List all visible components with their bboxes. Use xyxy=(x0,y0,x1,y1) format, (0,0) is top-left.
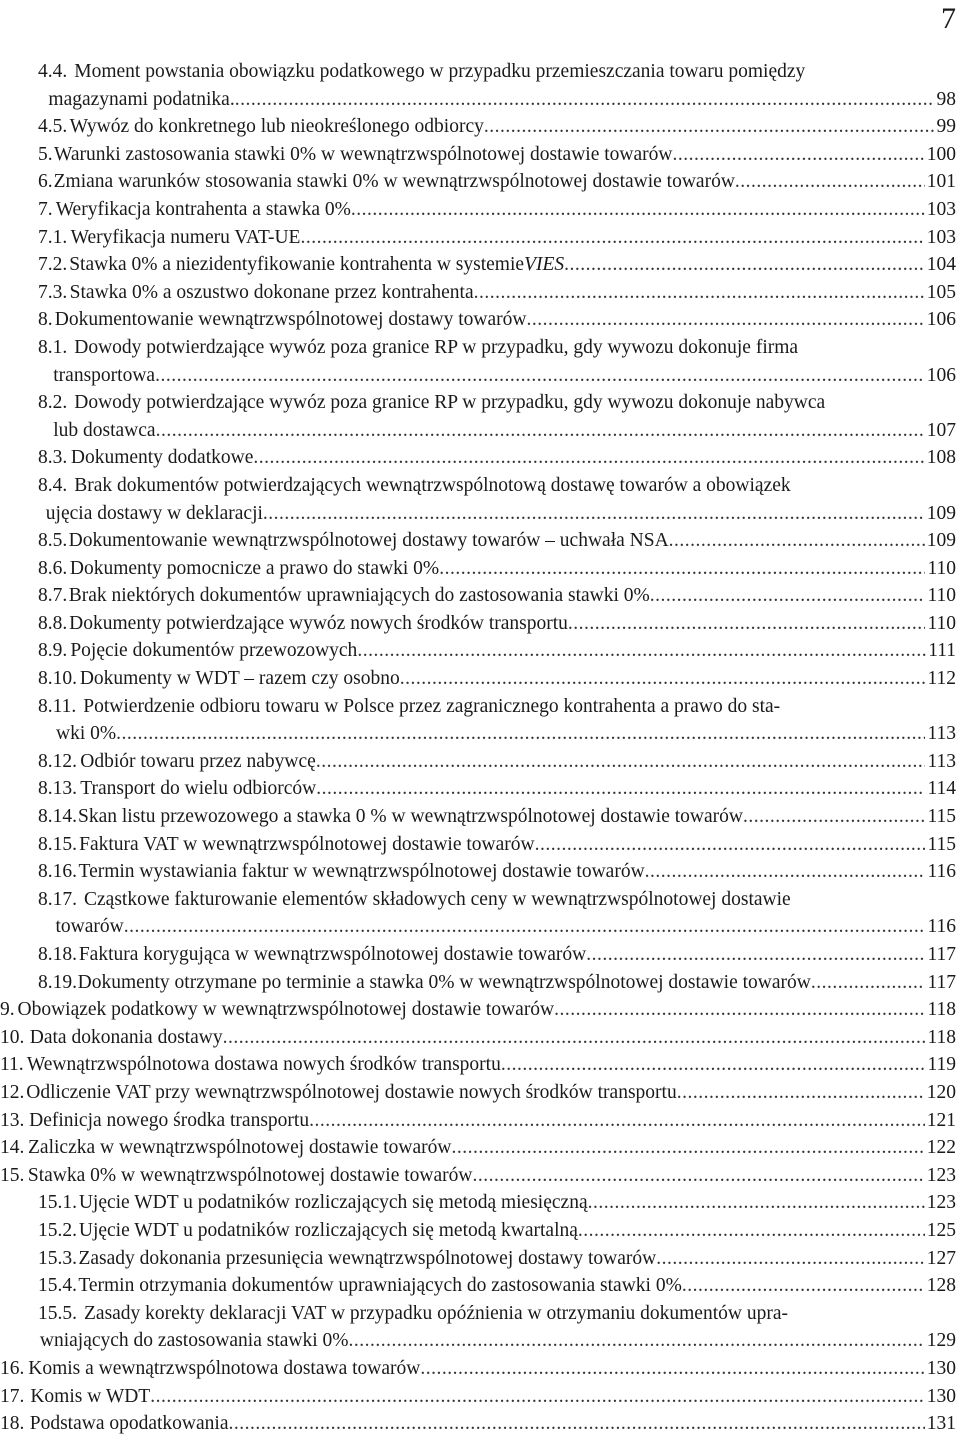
toc-page-number: 106 xyxy=(926,309,956,331)
dot-leader xyxy=(535,831,926,859)
dot-leader xyxy=(309,1107,925,1135)
toc-entry-e4-5 xyxy=(0,113,956,141)
toc-page-number: 116 xyxy=(927,916,956,938)
toc-title: wniających do zastosowania stawki 0% xyxy=(39,1330,349,1352)
dot-leader xyxy=(474,279,925,307)
toc-page-number: 101 xyxy=(926,171,956,193)
toc-entry-e15-3 xyxy=(0,1245,956,1273)
toc-number: 7. xyxy=(38,198,53,220)
toc-page-number: 117 xyxy=(927,971,956,993)
toc-entry-e15-5-line-1 xyxy=(0,1300,956,1328)
dot-leader xyxy=(229,1410,925,1438)
toc-page-number: 131 xyxy=(926,1413,956,1435)
toc-entry-e8-15 xyxy=(0,831,956,859)
toc-page-number: 130 xyxy=(926,1385,956,1407)
toc-entry-e18 xyxy=(0,1410,956,1438)
toc-title: magazynami podatnika. xyxy=(48,88,235,110)
toc-number: 7.1. xyxy=(38,226,68,248)
toc-page-number: 110 xyxy=(927,612,956,634)
toc-number: 18. xyxy=(0,1413,25,1435)
toc-number: 15.2. xyxy=(38,1219,77,1241)
toc-page-number: 112 xyxy=(927,668,956,690)
toc-title: Komis w WDT xyxy=(30,1385,151,1407)
dot-leader xyxy=(735,168,925,196)
toc-number: 8.7. xyxy=(38,585,68,607)
toc-entry-e8-2-line-1 xyxy=(0,389,956,417)
dot-leader xyxy=(672,141,924,169)
dot-leader xyxy=(451,1134,924,1162)
toc-page-number: 115 xyxy=(927,833,956,855)
toc-page-number: 118 xyxy=(927,1026,956,1048)
toc-number: 14. xyxy=(0,1137,25,1159)
toc-page-number: 125 xyxy=(926,1219,956,1241)
toc-title: Moment powstania obowiązku podatkowego w przypadku przemieszczania towaru pomiędzy xyxy=(74,61,806,82)
toc-page-number: 123 xyxy=(926,1192,956,1214)
toc-title: Potwierdzenie odbioru towaru w Polsce przez zagranicznego kontrahenta a prawo do sta- xyxy=(83,695,781,717)
toc-entry-e8-10 xyxy=(0,665,956,693)
toc-page-number: 119 xyxy=(927,1054,956,1076)
dot-leader xyxy=(253,444,924,472)
toc-entry-e8-19 xyxy=(0,969,956,997)
toc-title: Dowody potwierdzające wywóz poza granice RP w przypadku, gdy wywozu dokonuje nabywca xyxy=(74,392,826,414)
toc-title: Dokumenty pomocnicze a prawo do stawki 0% xyxy=(69,557,440,579)
toc-entry-e8-11-line-1 xyxy=(0,693,956,721)
toc-title: Dowody potwierdzające wywóz poza granice RP w przypadku, gdy wywozu dokonuje firma xyxy=(74,336,799,358)
dot-leader xyxy=(682,1272,925,1300)
toc-page-number: 115 xyxy=(927,806,956,828)
toc-number: 9. xyxy=(0,999,15,1021)
toc-title: Termin otrzymania dokumentów uprawniających do zastosowania stawki 0% xyxy=(78,1275,682,1297)
toc-number: 12. xyxy=(0,1081,25,1103)
toc-entry-e8-9 xyxy=(0,637,956,665)
toc-number: 8.4. xyxy=(38,474,68,496)
toc-page-number: 110 xyxy=(927,557,956,579)
dot-leader xyxy=(150,1383,925,1411)
toc-page-number: 120 xyxy=(926,1081,956,1103)
toc-number: 4.5. xyxy=(38,116,68,138)
toc-title: Odliczenie VAT przy wewnątrzwspólnotowej dostawie nowych środków transportu xyxy=(26,1081,677,1103)
dot-leader xyxy=(116,720,925,748)
toc-entry-e8-16 xyxy=(0,858,956,886)
toc-title: Data dokonania dostawy xyxy=(29,1026,223,1048)
toc-title: Stawka 0% a oszustwo dokonane przez kontrahenta xyxy=(69,281,474,303)
dot-leader xyxy=(554,996,925,1024)
toc-entry-e13 xyxy=(0,1107,956,1135)
dot-leader xyxy=(743,803,925,831)
toc-page-number: 109 xyxy=(926,530,956,552)
dot-leader xyxy=(669,527,925,555)
toc-entry-e9 xyxy=(0,996,956,1024)
toc-entry-e4-4-line-1 xyxy=(0,58,956,86)
toc-entry-e8-3 xyxy=(0,444,956,472)
toc-number: 7.3. xyxy=(38,281,68,303)
toc-number: 15.3. xyxy=(38,1247,77,1269)
toc-entry-e15 xyxy=(0,1162,956,1190)
dot-leader xyxy=(235,86,935,114)
toc-number: 8.13. xyxy=(38,778,77,800)
toc-page-number: 109 xyxy=(926,502,956,524)
toc-number: 8.9. xyxy=(38,640,68,662)
toc-number: 8.16. xyxy=(38,861,77,883)
toc-title: Weryfikacja numeru VAT-UE xyxy=(70,226,301,248)
toc-number: 7.2. xyxy=(38,254,68,276)
dot-leader xyxy=(155,362,925,390)
toc-entry-e8-6 xyxy=(0,555,956,583)
toc-page-number: 106 xyxy=(926,364,956,386)
toc-title: Faktura VAT w wewnątrzwspólnotowej dostawie towarów xyxy=(79,833,535,855)
toc-entry-e15-1 xyxy=(0,1189,956,1217)
dot-leader xyxy=(677,1079,925,1107)
toc-page-number: 116 xyxy=(927,861,956,883)
toc-number: 6. xyxy=(38,171,53,193)
dot-leader xyxy=(650,582,926,610)
toc-title: Brak dokumentów potwierdzających wewnątrzwspólnotową dostawę towarów a obowiązek xyxy=(74,474,791,496)
toc-number: 8.19. xyxy=(38,971,77,993)
toc-title: Dokumentowanie wewnątrzwspólnotowej dostawy towarów – uchwała NSA xyxy=(68,530,669,552)
toc-title: transportowa xyxy=(53,364,156,386)
toc-number: 16. xyxy=(0,1357,25,1379)
toc-title: wki 0% xyxy=(56,723,117,745)
toc-number: 8.10. xyxy=(38,668,77,690)
toc-page-number: 113 xyxy=(927,723,956,745)
dot-leader xyxy=(349,1327,925,1355)
dot-leader xyxy=(400,665,926,693)
toc-number: 15. xyxy=(0,1164,25,1186)
toc-title: Definicja nowego środka transportu xyxy=(29,1109,310,1131)
toc-page-number: 103 xyxy=(926,198,956,220)
toc-entry-e8 xyxy=(0,306,956,334)
toc-page-number: 108 xyxy=(926,447,956,469)
dot-leader xyxy=(586,941,925,969)
toc-entry-e15-5-line-2 xyxy=(0,1327,956,1355)
toc-entry-e4-4-line-2 xyxy=(0,86,956,114)
toc-entry-e10 xyxy=(0,1024,956,1052)
toc-title: Dokumentowanie wewnątrzwspólnotowej dostawy towarów xyxy=(54,309,527,331)
toc-page-number: 110 xyxy=(927,585,956,607)
toc-title: Zmiana warunków stosowania stawki 0% w wewnątrzwspólnotowej dostawie towarów xyxy=(53,171,735,193)
toc-title: Komis a wewnątrzwspólnotowa dostawa towarów xyxy=(28,1357,421,1379)
toc-number: 15.1. xyxy=(38,1192,77,1214)
toc-title: lub dostawca xyxy=(53,419,156,441)
toc-entry-e8-12 xyxy=(0,748,956,776)
toc-title: Brak niektórych dokumentów uprawniających do zastosowania stawki 0% xyxy=(68,585,650,607)
toc-page-number: 105 xyxy=(926,281,956,303)
page-number: 7 xyxy=(941,2,956,35)
toc-number: 4.4. xyxy=(38,61,68,82)
toc-entry-e14 xyxy=(0,1134,956,1162)
toc-title: Podstawa opodatkowania xyxy=(29,1413,229,1435)
toc-number: 13. xyxy=(0,1109,25,1131)
toc-page-number: 104 xyxy=(926,254,956,276)
dot-leader xyxy=(420,1355,924,1383)
toc-title: Weryfikacja kontrahenta a stawka 0% xyxy=(55,198,351,220)
toc-entry-e15-4 xyxy=(0,1272,956,1300)
dot-leader xyxy=(124,913,926,941)
dot-leader xyxy=(484,113,935,141)
dot-leader xyxy=(439,555,925,583)
toc-entry-e7-3 xyxy=(0,279,956,307)
toc-entry-e11 xyxy=(0,1051,956,1079)
toc-page-number: 113 xyxy=(927,750,956,772)
toc-entry-e7 xyxy=(0,196,956,224)
toc-entry-e17 xyxy=(0,1383,956,1411)
dot-leader xyxy=(156,417,925,445)
dot-leader xyxy=(300,224,924,252)
toc-page-number: 98 xyxy=(936,88,956,110)
toc-page-number: 129 xyxy=(926,1330,956,1352)
toc-title: Stawka 0% w wewnątrzwspólnotowej dostawie towarów xyxy=(27,1164,473,1186)
toc-number: 8.14. xyxy=(38,806,77,828)
toc-page-number: 128 xyxy=(926,1275,956,1297)
toc-number: 8.5. xyxy=(38,530,68,552)
dot-leader xyxy=(472,1162,924,1190)
toc-entry-e8-17-line-2 xyxy=(0,913,956,941)
toc-title: ujęcia dostawy w deklaracji xyxy=(45,502,263,524)
toc-entry-e8-4-line-2 xyxy=(0,500,956,528)
toc-title: Zaliczka w wewnątrzwspólnotowej dostawie towarów xyxy=(28,1137,452,1159)
toc-title-italic: VIES xyxy=(524,254,565,276)
toc-title: Dokumenty dodatkowe xyxy=(70,447,254,469)
toc-number: 8.1. xyxy=(38,336,68,358)
toc-number: 8.11. xyxy=(38,695,77,717)
toc-entry-e8-1-line-2 xyxy=(0,362,956,390)
toc-number: 8. xyxy=(38,309,53,331)
toc-number: 8.17. xyxy=(38,888,77,910)
toc-number: 8.8. xyxy=(38,612,68,634)
toc-title: Zasady dokonania przesunięcia wewnątrzwspólnotowej dostawy towarów xyxy=(78,1247,657,1269)
toc-number: 10. xyxy=(0,1026,25,1048)
dot-leader xyxy=(656,1245,925,1273)
toc-number: 8.3. xyxy=(38,447,68,469)
toc-page-number: 117 xyxy=(927,944,956,965)
toc-title: Wewnątrzwspólnotowa dostawa nowych środków transportu xyxy=(26,1054,501,1076)
table-of-contents xyxy=(0,58,960,1438)
dot-leader xyxy=(223,1024,926,1052)
toc-title: Cząstkowe fakturowanie elementów składowych ceny w wewnątrzwspólnotowej dostawie xyxy=(84,888,791,910)
toc-page-number: 118 xyxy=(927,999,956,1021)
toc-title: Skan listu przewozowego a stawka 0 % w wewnątrzwspólnotowej dostawie towarów xyxy=(77,806,743,828)
dot-leader xyxy=(351,196,925,224)
toc-page-number: 123 xyxy=(926,1164,956,1186)
toc-entry-e8-18 xyxy=(0,941,956,969)
toc-title: Stawka 0% a niezidentyfikowanie kontrahenta w systemie xyxy=(69,254,525,276)
toc-entry-e8-7 xyxy=(0,582,956,610)
toc-number: 5. xyxy=(38,143,53,165)
toc-title: Pojęcie dokumentów przewozowych xyxy=(70,640,358,662)
toc-entry-e12 xyxy=(0,1079,956,1107)
toc-title: Warunki zastosowania stawki 0% w wewnątrzwspólnotowej dostawie towarów xyxy=(53,143,673,165)
toc-title: Wywóz do konkretnego lub nieokreślonego odbiorcy xyxy=(69,116,484,138)
toc-number: 8.6. xyxy=(38,557,68,579)
toc-entry-e7-2 xyxy=(0,251,956,279)
toc-page-number: 127 xyxy=(926,1247,956,1269)
toc-title: Dokumenty potwierdzające wywóz nowych środków transportu xyxy=(69,612,568,634)
toc-entry-e8-11-line-2 xyxy=(0,720,956,748)
toc-number: 8.15. xyxy=(38,833,77,855)
toc-entry-e8-1-line-1 xyxy=(0,334,956,362)
toc-entry-e8-8 xyxy=(0,610,956,638)
dot-leader xyxy=(588,1189,925,1217)
toc-entry-e16 xyxy=(0,1355,956,1383)
dot-leader xyxy=(316,748,926,776)
toc-page-number: 107 xyxy=(926,419,956,441)
toc-number: 11. xyxy=(0,1054,24,1076)
dot-leader xyxy=(645,858,926,886)
toc-number: 15.4. xyxy=(38,1275,77,1297)
toc-title: Transport do wielu odbiorców xyxy=(80,778,317,800)
dot-leader xyxy=(811,969,926,997)
toc-title: Faktura korygująca w wewnątrzwspólnotowej dostawie towarów xyxy=(78,944,587,965)
toc-entry-e8-2-line-2 xyxy=(0,417,956,445)
toc-entry-e6 xyxy=(0,168,956,196)
dot-leader xyxy=(564,251,925,279)
toc-entry-e5 xyxy=(0,141,956,169)
toc-page-number: 99 xyxy=(936,116,956,138)
toc-page-number: 111 xyxy=(928,640,956,662)
toc-title: Zasady korekty deklaracji VAT w przypadku opóźnienia w otrzymaniu dokumentów upra- xyxy=(84,1302,788,1324)
toc-title: towarów xyxy=(55,916,124,938)
toc-title: Odbiór towaru przez nabywcę xyxy=(80,750,316,772)
toc-entry-e8-5 xyxy=(0,527,956,555)
toc-entry-e8-4-line-1 xyxy=(0,472,956,500)
toc-page-number: 100 xyxy=(926,143,956,165)
toc-title: Termin wystawiania faktur w wewnątrzwspólnotowej dostawie towarów xyxy=(78,861,645,883)
toc-entry-e8-17-line-1 xyxy=(0,886,956,914)
toc-number: 17. xyxy=(0,1385,25,1407)
dot-leader xyxy=(316,775,925,803)
toc-title: Dokumenty w WDT – razem czy osobno xyxy=(79,668,400,690)
dot-leader xyxy=(357,637,926,665)
toc-title: Ujęcie WDT u podatników rozliczających się metodą miesięczną xyxy=(78,1192,588,1214)
toc-entry-e8-14 xyxy=(0,803,956,831)
toc-number: 8.12. xyxy=(38,750,77,772)
toc-number: 8.18. xyxy=(38,944,77,965)
toc-entry-e7-1 xyxy=(0,224,956,252)
toc-number: 8.2. xyxy=(38,392,68,414)
toc-page-number: 121 xyxy=(926,1109,956,1131)
toc-entry-e8-13 xyxy=(0,775,956,803)
toc-title: Obowiązek podatkowy w wewnątrzwspólnotowej dostawie towarów xyxy=(17,999,555,1021)
toc-title: Dokumenty otrzymane po terminie a stawka 0% w wewnątrzwspólnotowej dostawie towarów xyxy=(77,971,811,993)
toc-page-number: 103 xyxy=(926,226,956,248)
toc-number: 15.5. xyxy=(38,1302,77,1324)
toc-entry-e15-2 xyxy=(0,1217,956,1245)
dot-leader xyxy=(568,610,926,638)
dot-leader xyxy=(263,500,925,528)
dot-leader xyxy=(501,1051,926,1079)
toc-page-number: 130 xyxy=(926,1357,956,1379)
toc-title: Ujęcie WDT u podatników rozliczających się metodą kwartalną xyxy=(78,1219,578,1241)
toc-page-number: 122 xyxy=(926,1137,956,1159)
toc-page-number: 114 xyxy=(927,778,956,800)
dot-leader xyxy=(526,306,924,334)
dot-leader xyxy=(578,1217,925,1245)
